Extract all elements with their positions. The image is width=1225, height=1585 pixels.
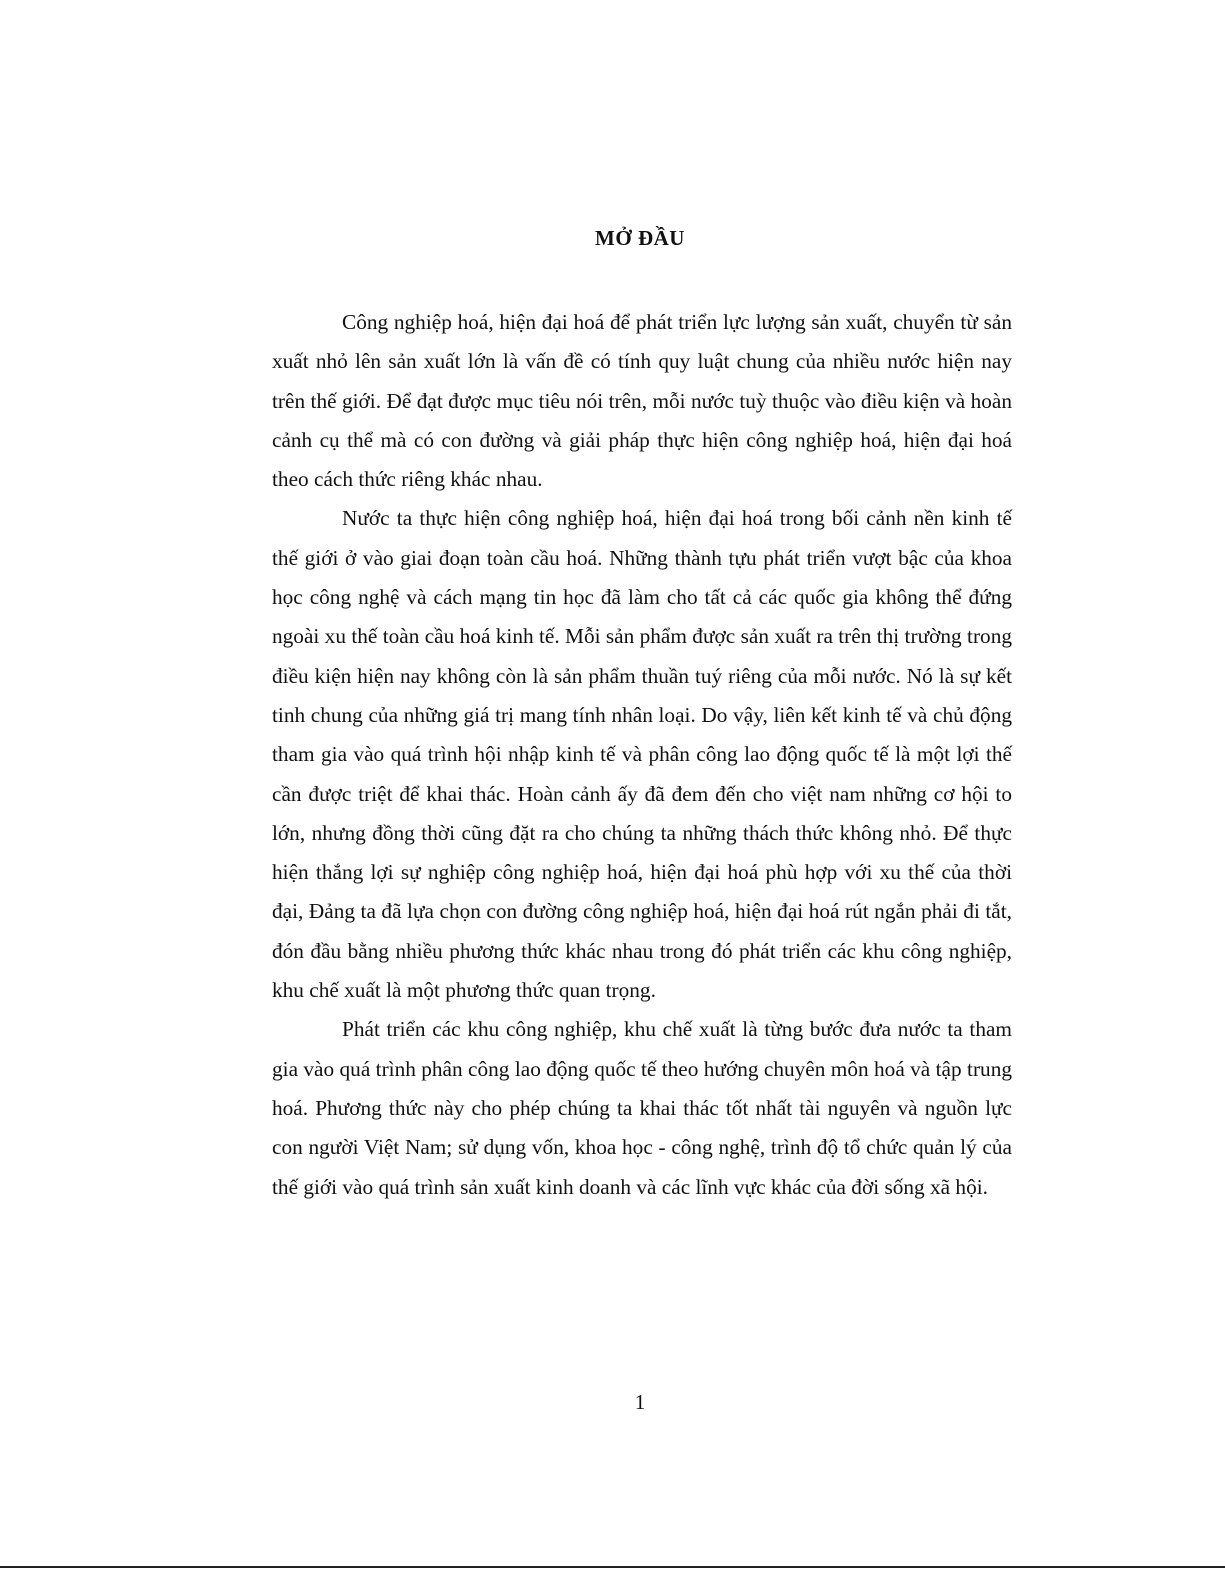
page-number: 1 [634, 1390, 646, 1414]
paragraph-2: Nước ta thực hiện công nghiệp hoá, hiện đại hoá trong bối cảnh nền kinh tế thế giới ở vào giai đoạn toàn cầu hoá. Những thành tựu phát triển vượt bậc của khoa học công nghệ và cách mạng tin học đã làm cho tất cả các quốc gia không thể đứng ngoài xu thế toàn cầu hoá kinh tế. Mỗi sản phẩm được sản xuất ra trên thị trường trong điều kiện hiện nay không còn là sản phẩm thuần tuý riêng của mỗi nước. Nó là sự kết tinh chung của những giá trị mang tính nhân loại. Do vậy, liên kết kinh tế và chủ động tham gia vào quá trình hội nhập kinh tế và phân công lao động quốc tế là một lợi thế cần được triệt để khai thác. Hoàn cảnh ấy đã đem đến cho việt nam những cơ hội to lớn, nhưng đồng thời cũng đặt ra cho chúng ta những thách thức không nhỏ. Để thực hiện thắng lợi sự nghiệp công nghiệp hoá, hiện đại hoá phù hợp với xu thế của thời đại, Đảng ta đã lựa chọn con đường công nghiệp hoá, hiện đại hoá rút ngắn phải đi tắt, đón đầu bằng nhiều phương thức khác nhau trong đó phát triển các khu công nghiệp, khu chế xuất là một phương thức quan trọng. [272, 506, 1012, 1003]
bottom-divider [0, 1566, 1225, 1568]
paragraph-3: Phát triển các khu công nghiệp, khu chế xuất là từng bước đưa nước ta tham gia vào quá trình phân công lao động quốc tế theo hướng chuyên môn hoá và tập trung hoá. Phương thức này cho phép chúng ta khai thác tốt nhất tài nguyên và nguồn lực con người Việt Nam; sử dụng vốn, khoa học - công nghệ, trình độ tổ chức quản lý của thế giới vào quá trình sản xuất kinh doanh và các lĩnh vực khác của đời sống xã hội. [272, 1017, 1012, 1199]
body-text [272, 303, 1012, 1207]
page-title: MỞ ĐẦU [595, 226, 685, 250]
paragraph-1: Công nghiệp hoá, hiện đại hoá để phát triển lực lượng sản xuất, chuyển từ sản xuất nhỏ lên sản xuất lớn là vấn đề có tính quy luật chung của nhiều nước hiện nay trên thế giới. Để đạt được mục tiêu nói trên, mỗi nước tuỳ thuộc vào điều kiện và hoàn cảnh cụ thể mà có con đường và giải pháp thực hiện công nghiệp hoá, hiện đại hoá theo cách thức riêng khác nhau. [272, 310, 1012, 492]
